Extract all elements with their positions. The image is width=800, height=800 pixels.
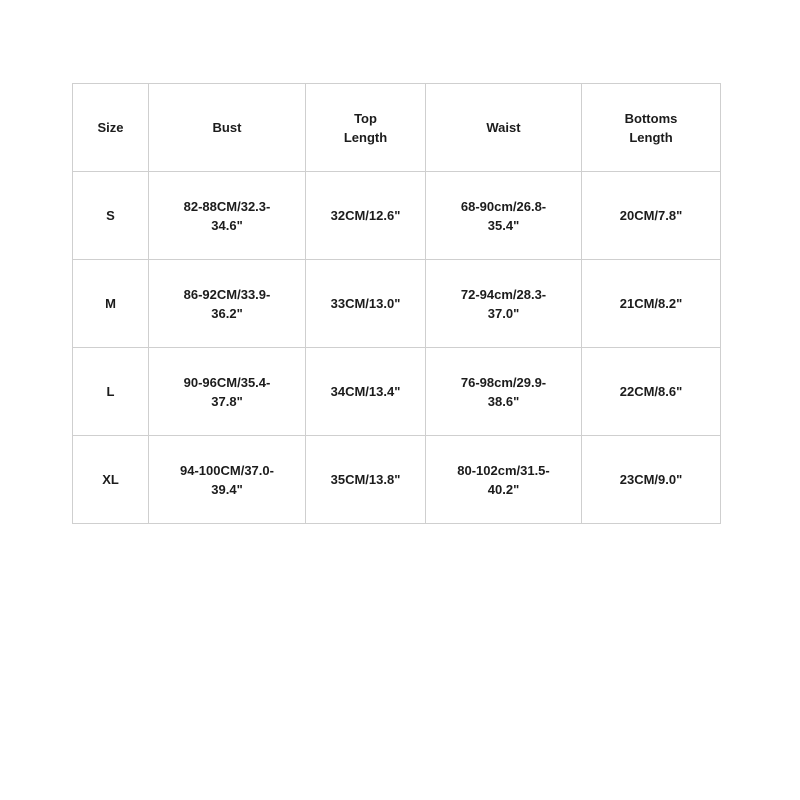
size-cell: XL: [73, 436, 149, 524]
bust-cell: 86-92CM/33.9- 36.2": [149, 260, 306, 348]
header-size: Size: [73, 84, 149, 172]
header-row: [73, 84, 721, 172]
bust-cell: 90-96CM/35.4- 37.8": [149, 348, 306, 436]
bust-cell: 94-100CM/37.0- 39.4": [149, 436, 306, 524]
top-length-cell: 34CM/13.4": [306, 348, 426, 436]
size-chart-table: [72, 83, 721, 524]
top-length-cell: 32CM/12.6": [306, 172, 426, 260]
bottoms-length-cell: 23CM/9.0": [582, 436, 721, 524]
bottoms-length-cell: 20CM/7.8": [582, 172, 721, 260]
size-cell: S: [73, 172, 149, 260]
table-row: [73, 260, 721, 348]
header-bottoms-length: Bottoms Length: [582, 84, 721, 172]
waist-cell: 72-94cm/28.3- 37.0": [426, 260, 582, 348]
table-row: [73, 348, 721, 436]
size-cell: M: [73, 260, 149, 348]
top-length-cell: 35CM/13.8": [306, 436, 426, 524]
waist-cell: 80-102cm/31.5- 40.2": [426, 436, 582, 524]
top-length-cell: 33CM/13.0": [306, 260, 426, 348]
bottoms-length-cell: 22CM/8.6": [582, 348, 721, 436]
header-top-length: Top Length: [306, 84, 426, 172]
waist-cell: 68-90cm/26.8- 35.4": [426, 172, 582, 260]
header-waist: Waist: [426, 84, 582, 172]
bottoms-length-cell: 21CM/8.2": [582, 260, 721, 348]
waist-cell: 76-98cm/29.9- 38.6": [426, 348, 582, 436]
table-row: [73, 436, 721, 524]
size-cell: L: [73, 348, 149, 436]
header-bust: Bust: [149, 84, 306, 172]
bust-cell: 82-88CM/32.3- 34.6": [149, 172, 306, 260]
table-row: [73, 172, 721, 260]
